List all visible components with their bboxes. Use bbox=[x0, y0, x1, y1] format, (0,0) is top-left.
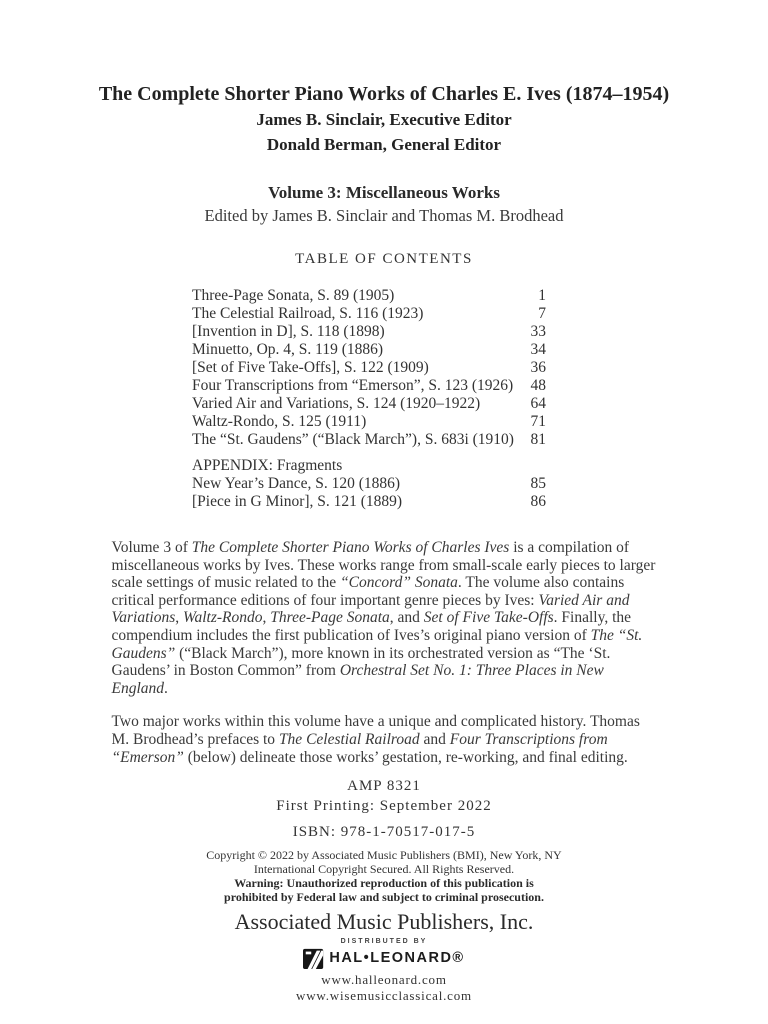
toc-row bbox=[192, 359, 546, 377]
printing-line: First Printing: September 2022 bbox=[276, 798, 492, 815]
toc-row bbox=[192, 475, 546, 493]
toc-row bbox=[192, 323, 546, 341]
distributor-block bbox=[0, 937, 768, 1004]
toc-entry-title: Three-Page Sonata, S. 89 (1905) bbox=[192, 287, 395, 304]
toc-entry-page: 36 bbox=[530, 359, 546, 376]
toc-heading: TABLE OF CONTENTS bbox=[295, 251, 473, 267]
toc-row bbox=[192, 287, 546, 305]
toc-entry-page: 48 bbox=[530, 377, 546, 394]
toc-entry-title: The “St. Gaudens” (“Black March”), S. 683i (1910) bbox=[192, 431, 514, 448]
toc-entry-page: 71 bbox=[530, 413, 546, 430]
toc-entry-title: Varied Air and Variations, S. 124 (1920–1922) bbox=[192, 395, 481, 412]
toc-entry-page: 7 bbox=[538, 305, 546, 322]
isbn-line: ISBN: 978-1-70517-017-5 bbox=[292, 824, 476, 841]
toc-entry-title: [Invention in D], S. 118 (1898) bbox=[192, 323, 385, 340]
warning-line-1: Warning: Unauthorized reproduction of this publication is bbox=[234, 876, 534, 891]
hal-leonard-wordmark: HAL•LEONARD® bbox=[329, 950, 465, 967]
toc-entry-title: Four Transcriptions from “Emerson”, S. 123 (1926) bbox=[192, 377, 514, 394]
toc-entry-page: 85 bbox=[530, 475, 546, 492]
toc-list bbox=[192, 287, 546, 511]
toc-entry-page: 81 bbox=[530, 431, 546, 448]
toc-entry-page: 64 bbox=[530, 395, 546, 412]
toc-row bbox=[192, 341, 546, 359]
warning-line-2: prohibited by Federal law and subject to criminal prosecution. bbox=[224, 890, 544, 905]
toc-row bbox=[192, 395, 546, 413]
toc-main-entries bbox=[192, 287, 546, 449]
toc-entry-title: Minuetto, Op. 4, S. 119 (1886) bbox=[192, 341, 384, 358]
catalog-number: AMP 8321 bbox=[347, 778, 421, 795]
distributed-by-label: DISTRIBUTED BY bbox=[340, 938, 428, 946]
toc-row bbox=[192, 431, 546, 449]
wisemusic-url: www.wisemusicclassical.com bbox=[296, 988, 472, 1004]
page-title: The Complete Shorter Piano Works of Charles E. Ives (1874–1954) bbox=[98, 83, 670, 105]
hal-leonard-row bbox=[0, 947, 768, 969]
toc-row bbox=[192, 493, 546, 511]
toc-entry-title: [Piece in G Minor], S. 121 (1889) bbox=[192, 493, 403, 510]
appendix-heading: APPENDIX: Fragments bbox=[192, 457, 343, 474]
toc-entry-title: New Year’s Dance, S. 120 (1886) bbox=[192, 475, 401, 492]
websites-block bbox=[0, 972, 768, 1004]
halleonard-url: www.halleonard.com bbox=[321, 972, 447, 988]
publisher-name: Associated Music Publishers, Inc. bbox=[234, 909, 534, 935]
volume-title: Volume 3: Miscellaneous Works bbox=[268, 183, 500, 202]
title-block bbox=[0, 82, 768, 157]
copyright-block bbox=[0, 848, 768, 904]
edited-by-line: Edited by James B. Sinclair and Thomas M. Brodhead bbox=[204, 206, 564, 225]
executive-editor-line: James B. Sinclair, Executive Editor bbox=[256, 110, 512, 129]
general-editor-line: Donald Berman, General Editor bbox=[266, 135, 502, 154]
volume-block bbox=[0, 182, 768, 227]
copyright-line-2: International Copyright Secured. All Rights Reserved. bbox=[253, 862, 515, 877]
toc-row bbox=[192, 413, 546, 431]
publication-block bbox=[0, 776, 768, 904]
description-paragraph-1: Volume 3 of The Complete Shorter Piano Works of Charles Ives is a compilation of miscellaneous works by Ives. These works range from small-scale early pieces to larger scale settings of music related to the “Concord” Sonata. The volume also contains critical performance editions of four important genre pieces by Ives: Varied Air and Variations, Waltz-Rondo, Three-Page Sonata, and Set of Five Take-Offs. Finally, the compendium includes the first publication of Ives’s original piano version of The “St. Gaudens” (“Black March”), more known in its orchestrated version as “The ‘St. Gaudens’ in Boston Common” from Orchestral Set No. 1: Three Places in New England. bbox=[111, 539, 656, 697]
toc-appendix-entries bbox=[192, 475, 546, 511]
toc-entry-page: 1 bbox=[538, 287, 546, 304]
copyright-line-1: Copyright © 2022 by Associated Music Publishers (BMI), New York, NY bbox=[206, 848, 562, 863]
toc-entry-title: Waltz-Rondo, S. 125 (1911) bbox=[192, 413, 367, 430]
toc-entry-page: 33 bbox=[530, 323, 546, 340]
toc-row bbox=[192, 305, 546, 323]
toc-row bbox=[192, 377, 546, 395]
hal-leonard-logo-icon bbox=[303, 947, 325, 969]
description-block bbox=[112, 539, 657, 766]
toc-entry-page: 86 bbox=[530, 493, 546, 510]
toc-entry-title: [Set of Five Take-Offs], S. 122 (1909) bbox=[192, 359, 429, 376]
toc-entry-page: 34 bbox=[530, 341, 546, 358]
description-paragraph-2: Two major works within this volume have a unique and complicated history. Thomas M. Brodhead’s prefaces to The Celestial Railroad and Four Transcriptions from “Emerson” (below) delineate those works’ gestation, re-working, and final editing. bbox=[111, 713, 640, 766]
toc-entry-title: The Celestial Railroad, S. 116 (1923) bbox=[192, 305, 424, 322]
